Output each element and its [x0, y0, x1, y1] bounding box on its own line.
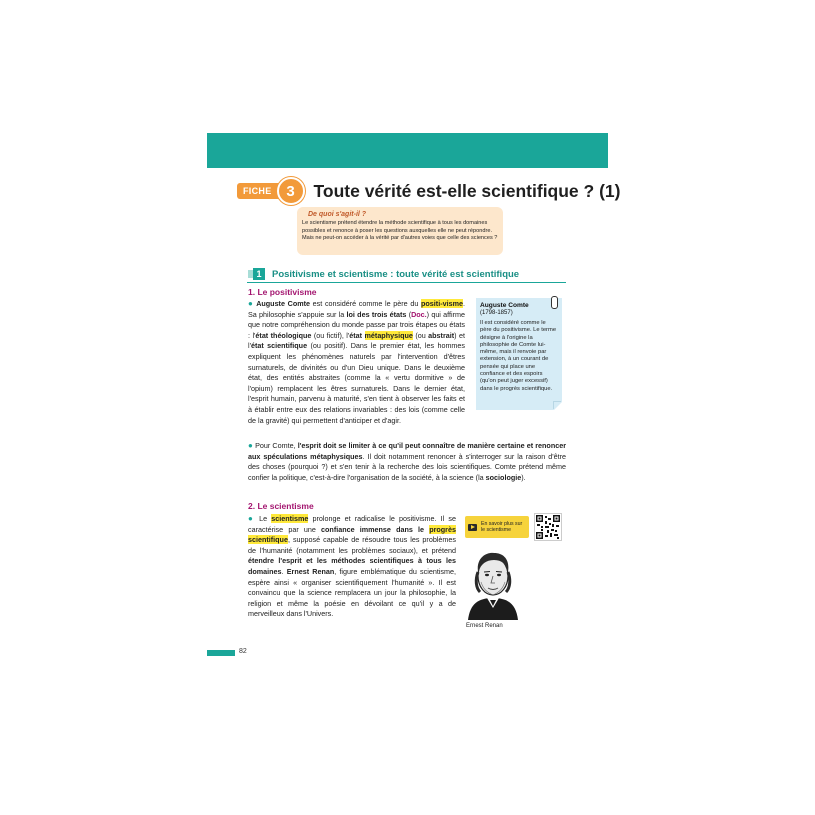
- fiche-number: 3: [277, 177, 305, 205]
- subsection-title-positivisme: 1. Le positivisme: [248, 287, 317, 297]
- page-number: 82: [239, 648, 247, 655]
- card-text: Il est considéré comme le père du positivisme. Le terme désigne à l'origine la philosophie de Comte lui-même, mais il renvoie par extension, à un courant de pensée qui place une confiance et des espoirs (qu'on peut juger excessif) dans le progrès scientifique.: [480, 320, 557, 392]
- intro-text: Le scientisme prétend étendre la méthode scientifique à tous les domaines possibles et renonce à poser les questions auxquelles elle ne peut répondre. Mais ne peut-on accéder à la vérité par d'autres voies que celle des sciences ?: [302, 220, 498, 242]
- bullet-icon: ●: [248, 441, 253, 450]
- highlighted-term: scientisme: [271, 514, 309, 523]
- text-run: ).: [521, 472, 526, 482]
- more-line-1: En savoir plus sur: [481, 520, 523, 527]
- text-run: .: [281, 566, 287, 576]
- text-bold: loi des trois états: [346, 309, 407, 319]
- text-run: ) qui affirme que notre compréhension du monde passe par trois étapes ou états : l': [248, 309, 465, 340]
- section-title: Positivisme et scientisme : toute vérité est scientifique: [272, 268, 520, 280]
- text-bold: Ernest Renan: [286, 566, 335, 576]
- text-run: Le: [259, 514, 272, 523]
- text-bold: état scientifique: [250, 341, 308, 351]
- text-run: . Sa philosophie s'appuie sur la: [248, 299, 465, 319]
- intro-heading: De quoi s'agit-il ?: [308, 211, 367, 218]
- text-run: , supposé capable de résoudre tous les problèmes de l'humanité (notamment les problèmes sociaux), et prétend: [248, 535, 456, 555]
- more-line-2: le scientisme: [481, 527, 511, 533]
- text-run: (: [406, 309, 412, 319]
- more-info-link[interactable]: [465, 516, 529, 538]
- bullet-icon: ●: [248, 514, 255, 523]
- paragraph-positivisme-1: [248, 299, 465, 426]
- text-bold: sociologie: [485, 472, 522, 482]
- auguste-comte-card: [476, 298, 562, 410]
- qr-code-graphic: [536, 515, 560, 539]
- portrait-drawing: [464, 548, 522, 620]
- text-bold: confiance immense dans le: [321, 524, 425, 534]
- text-bold: état théologique: [255, 330, 312, 340]
- paragraph-scientisme: [248, 514, 456, 620]
- subsection-title-scientisme: 2. Le scientisme: [248, 501, 314, 511]
- text-run: est considéré comme le père du: [310, 299, 422, 308]
- more-info-text: [481, 521, 522, 533]
- text-run: Pour Comte,: [255, 441, 298, 450]
- ernest-renan-portrait: [464, 548, 522, 620]
- highlighted-term: métaphysique: [364, 330, 413, 340]
- highlighted-term: positi-visme: [421, 299, 463, 308]
- text-run: (ou: [412, 330, 429, 340]
- text-run: (ou fictif), l': [311, 330, 350, 340]
- text-bold: étendre l'esprit et les méthodes scientifiques à tous les domaines: [248, 556, 456, 576]
- intro-box: [297, 207, 503, 255]
- top-banner: [207, 133, 608, 168]
- fiche-header: [237, 178, 620, 204]
- page-title: Toute vérité est-elle scientifique ? (1): [313, 180, 621, 201]
- text-run: ) et l': [248, 330, 465, 351]
- paragraph-positivisme-2: [248, 441, 566, 483]
- text-run: (ou positif). Dans le premier état, les hommes expliquent les phénomènes naturels par l'intervention d'êtres surnaturels, de divinités ou d'un Dieu unique. Dans le deuxième état, des entités abstraites (comme la « vertu dormitive » de l'opium) remplacent les êtres surnaturels. Dans le dernier état, l'esprit humain, parvenu à maturité, s'en tient à observer les faits et à établir entre eux des relations invariables : des lois (comme celle de la gravité) qui permettent d'anticiper et d'agir.: [248, 341, 466, 425]
- card-name: Auguste Comte: [480, 302, 529, 309]
- footer-bar: [207, 650, 235, 656]
- highlighted-term: progrès scientifique: [248, 524, 456, 545]
- portrait-caption: Ernest Renan: [466, 623, 503, 629]
- section-heading: [247, 266, 566, 283]
- paperclip-icon: [551, 296, 558, 309]
- fiche-label: FICHE: [237, 183, 280, 199]
- text-bold: Auguste Comte: [256, 299, 310, 308]
- text-run: prolonge et radicalise le positivisme. Il se caractérise par une: [248, 514, 456, 534]
- card-dates: (1798-1857): [480, 310, 513, 316]
- section-number: 1: [253, 268, 265, 280]
- video-play-icon: [468, 524, 477, 531]
- doc-reference: Doc.: [411, 309, 427, 319]
- text-bold: l'esprit doit se limiter à ce qu'il peut connaître de manière certaine et renoncer aux spéculations métaphysiques: [248, 441, 566, 461]
- text-run: , figure emblématique du scientisme, espère ainsi « organiser scientifiquement l'humanité ». Il est convaincu que la science remplacera un jour la philosophie, la religion et même la poésie en dévoilant ce qu'il y a de merveilleux dans l'Univers.: [248, 566, 456, 619]
- text-bold: état: [349, 330, 363, 340]
- text-bold: abstrait: [428, 330, 455, 340]
- qr-code-icon[interactable]: [534, 513, 562, 541]
- bullet-icon: ●: [248, 299, 254, 308]
- text-run: . Il doit notamment renoncer à s'interroger sur la raison d'être des choses (pourquoi ?) et s'en tenir à la recherche des lois scientifiques. Comte prétend même confier la politique, c'est-à-dire l'organisation de la société, à la science (la: [248, 451, 566, 482]
